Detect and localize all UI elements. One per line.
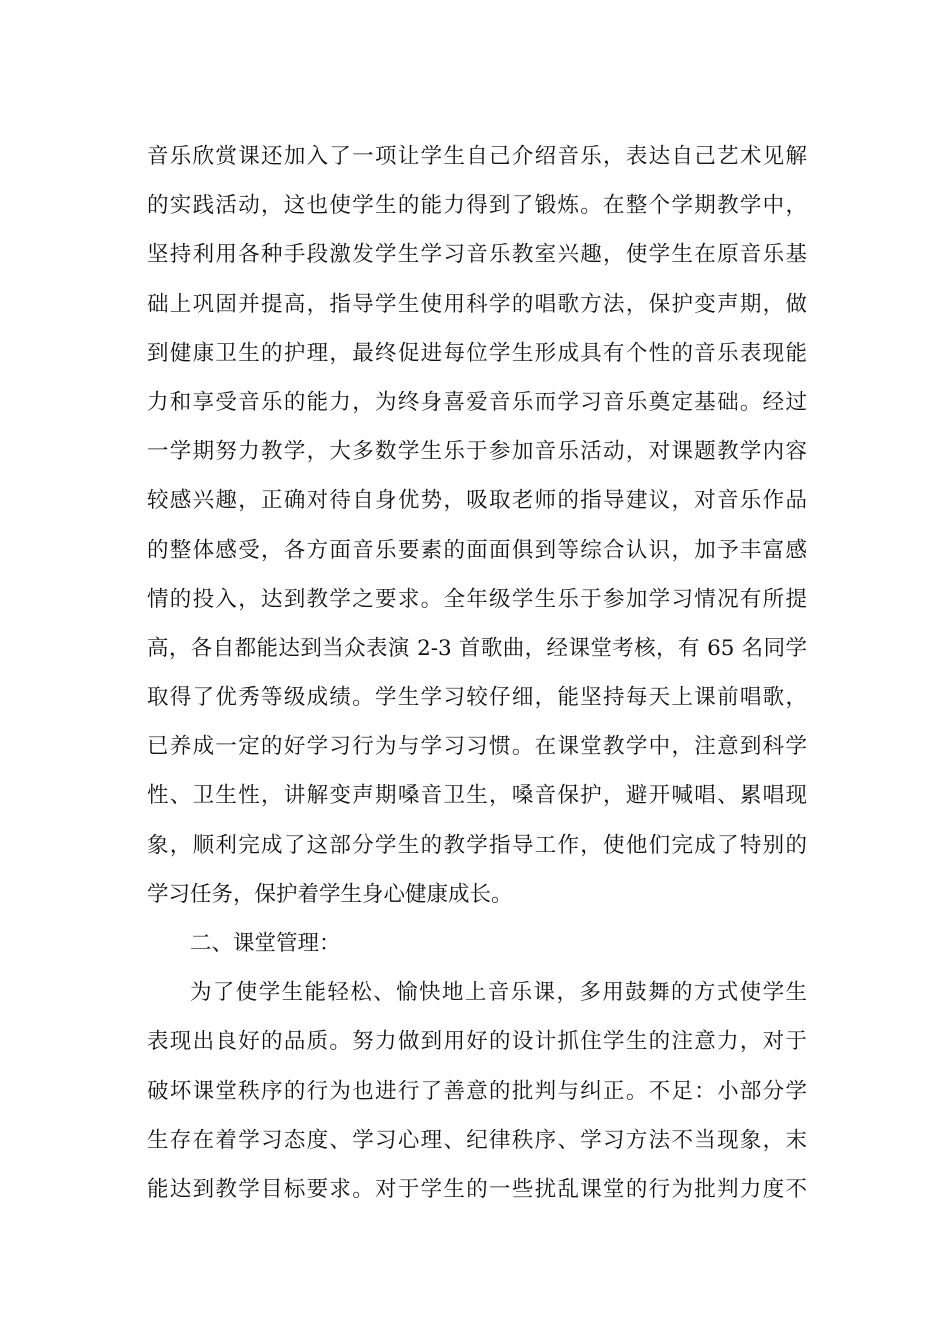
text-line: 坚持利用各种手段激发学生学习音乐教室兴趣，使学生在原音乐基 [147,242,807,268]
text-line: 情的投入，达到教学之要求。全年级学生乐于参加学习情况有所提 [147,586,807,612]
text-line: 的整体感受，各方面音乐要素的面面俱到等综合认识，加予丰富感 [147,537,807,563]
text-line: 到健康卫生的护理，最终促进每位学生形成具有个性的音乐表现能 [147,340,807,366]
text-line: 力和享受音乐的能力，为终身喜爱音乐而学习音乐奠定基础。经过 [147,389,807,415]
text-line: 取得了优秀等级成绩。学生学习较仔细，能坚持每天上课前唱歌， [147,685,807,711]
text-line: 音乐欣赏课还加入了一项让学生自己介绍音乐，表达自己艺术见解 [147,144,807,169]
text-line: 性、卫生性，讲解变声期嗓音卫生，嗓音保护，避开喊唱、累唱现 [147,783,807,809]
text-line: 象，顺利完成了这部分学生的教学指导工作，使他们完成了特别的 [147,832,807,858]
text-line: 已养成一定的好学习行为与学习习惯。在课堂教学中，注意到科学 [147,734,807,760]
text-line: 能达到教学目标要求。对于学生的一些扰乱课堂的行为批判力度不 [147,1176,807,1202]
text-line: 较感兴趣，正确对待自身优势，吸取老师的指导建议，对音乐作品 [147,488,807,514]
text-line: 为了使学生能轻松、愉快地上音乐课，多用鼓舞的方式使学生 [190,980,807,1006]
text-line: 的实践活动，这也使学生的能力得到了锻炼。在整个学期教学中， [147,193,807,219]
text-line: 础上巩固并提高，指导学生使用科学的唱歌方法，保护变声期，做 [147,291,807,317]
body-text [147,132,807,1214]
section-heading: 二、课堂管理： [190,931,341,956]
text-line: 学习任务，保护着学生身心健康成长。 [147,881,513,907]
text-line: 一学期努力教学，大多数学生乐于参加音乐活动，对课题教学内容 [147,439,807,465]
text-line: 破坏课堂秩序的行为也进行了善意的批判与纠正。不足：小部分学 [147,1078,807,1104]
text-line: 高，各自都能达到当众表演 2-3 首歌曲，经课堂考核，有 65 名同学 [147,635,807,661]
text-line: 生存在着学习态度、学习心理、纪律秩序、学习方法不当现象，末 [147,1127,807,1153]
text-line: 表现出良好的品质。努力做到用好的设计抓住学生的注意力，对于 [147,1029,807,1055]
